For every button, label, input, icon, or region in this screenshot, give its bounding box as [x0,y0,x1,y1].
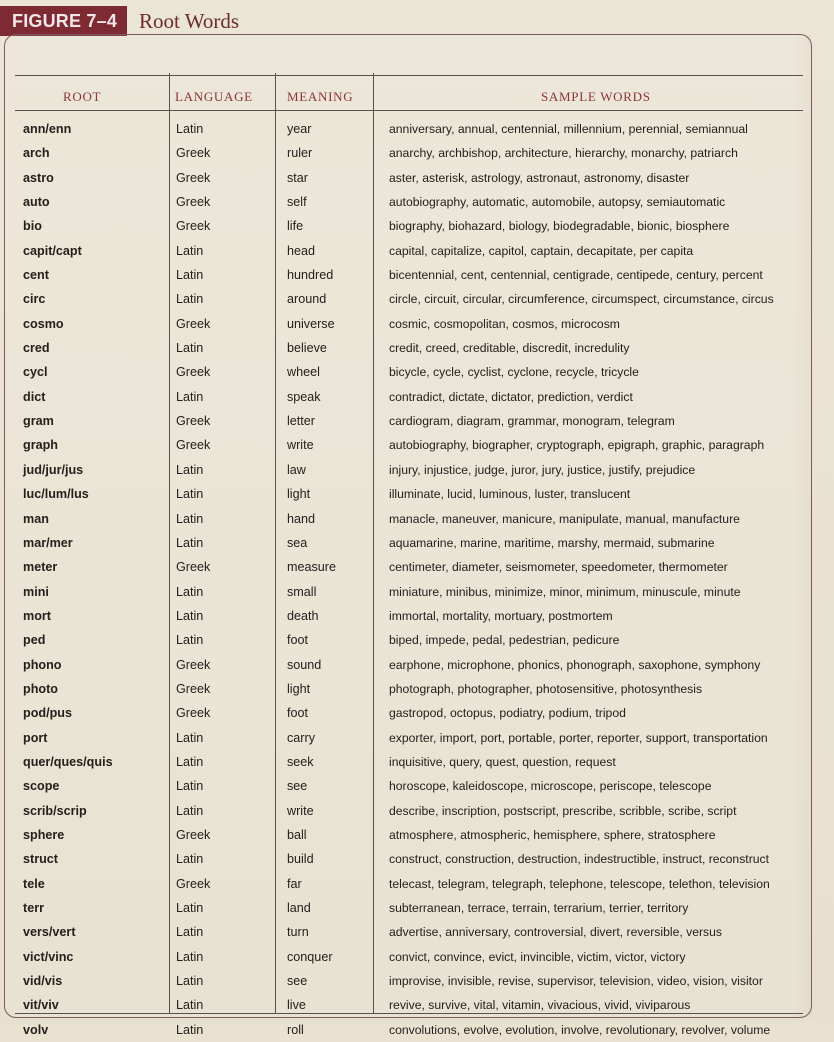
sample-words-cell: contradict, dictate, dictator, prediction, verdict [389,389,633,404]
meaning-cell: conquer [287,949,333,964]
sample-words-cell: telecast, telegram, telegraph, telephone, telescope, telethon, television [389,876,770,891]
meaning-cell: wheel [287,365,320,380]
table-row [5,628,811,652]
meaning-cell: foot [287,633,309,648]
meaning-cell: star [287,170,308,185]
meaning-cell: measure [287,560,336,575]
root-cell: scope [23,779,60,794]
language-cell: Latin [176,1022,204,1037]
sample-words-cell: advertise, anniversary, controversial, divert, reversible, versus [389,925,723,940]
language-cell: Greek [176,681,211,696]
meaning-cell: sound [287,657,322,672]
root-cell: cred [23,341,50,356]
root-cell: vict/vinc [23,949,74,964]
sample-words-cell: bicycle, cycle, cyclist, cyclone, recycle, tricycle [389,365,639,380]
table-row [5,312,811,336]
sample-words-cell: anarchy, archbishop, architecture, hierarchy, monarchy, patriarch [389,146,738,161]
root-cell: struct [23,852,58,867]
table-row [5,531,811,555]
meaning-cell: light [287,487,311,502]
language-cell: Latin [176,608,204,623]
table-row [5,214,811,238]
header-meaning: MEANING [287,89,354,104]
language-cell: Latin [176,852,204,867]
root-words-table [4,34,812,1037]
meaning-cell: ruler [287,146,313,161]
root-cell: man [23,511,49,526]
sample-words-cell: earphone, microphone, phonics, phonograph, saxophone, symphony [389,657,761,672]
meaning-cell: small [287,584,317,599]
sample-words-cell: biography, biohazard, biology, biodegradable, bionic, biosphere [389,219,730,234]
table-row [5,799,811,823]
language-cell: Greek [176,876,211,891]
language-cell: Greek [176,560,211,575]
language-cell: Greek [176,170,211,185]
meaning-cell: speak [287,389,321,404]
root-cell: phono [23,657,62,672]
language-cell: Latin [176,754,204,769]
header-sample-words: SAMPLE WORDS [541,89,651,104]
sample-words-cell: convolutions, evolve, evolution, involve, revolutionary, revolver, volume [389,1022,771,1037]
root-cell: circ [23,292,46,307]
language-cell: Latin [176,341,204,356]
language-cell: Greek [176,657,211,672]
table-row [5,555,811,579]
language-cell: Latin [176,925,204,940]
sample-words-cell: centimeter, diameter, seismometer, speedometer, thermometer [389,560,728,575]
language-cell: Latin [176,803,204,818]
language-cell: Latin [176,389,204,404]
language-cell: Latin [176,487,204,502]
sample-words-cell: manacle, maneuver, manicure, manipulate, manual, manufacture [389,511,740,526]
language-cell: Greek [176,316,211,331]
table-row [5,580,811,604]
root-cell: luc/lum/lus [23,487,89,502]
root-cell: pod/pus [23,706,72,721]
sample-words-cell: capital, capitalize, capitol, captain, decapitate, per capita [389,243,694,258]
meaning-cell: believe [287,341,327,356]
table-row [5,993,811,1017]
figure-title: Root Words [139,8,240,33]
meaning-cell: see [287,779,308,794]
language-cell: Latin [176,268,204,283]
table-body [5,117,811,1037]
meaning-cell: light [287,681,311,696]
language-cell: Latin [176,122,204,136]
figure-label: FIGURE 7–4 [0,6,127,36]
root-cell: cosmo [23,316,64,331]
root-cell: mort [23,608,51,623]
table-row [5,239,811,263]
language-cell: Latin [176,633,204,648]
meaning-cell: death [287,608,319,623]
root-cell: scrib/scrip [23,803,87,818]
meaning-cell: turn [287,925,309,940]
root-cell: astro [23,170,54,185]
meaning-cell: self [287,195,307,210]
root-cell: volv [23,1022,49,1037]
root-cell: cycl [23,365,48,380]
table-row [5,360,811,384]
meaning-cell: write [287,803,314,818]
language-cell: Greek [176,414,211,429]
language-cell: Greek [176,827,211,842]
meaning-cell: seek [287,754,314,769]
table-row [5,823,811,847]
language-cell: Greek [176,365,211,380]
table-row [5,896,811,920]
meaning-cell: build [287,852,314,867]
meaning-cell: roll [287,1022,304,1037]
meaning-cell: around [287,292,327,307]
language-cell: Greek [176,438,211,453]
meaning-cell: land [287,901,311,915]
table-row [5,774,811,798]
meaning-cell: year [287,122,312,136]
root-cell: jud/jur/jus [23,462,84,477]
table-row [5,847,811,871]
language-cell: Latin [176,974,204,989]
root-cell: vers/vert [23,925,76,940]
language-cell: Latin [176,730,204,745]
meaning-cell: head [287,243,316,258]
root-cell: sphere [23,827,65,842]
meaning-cell: ball [287,827,307,842]
table-row [5,409,811,433]
table-row [5,945,811,969]
root-cell: ped [23,633,46,648]
sample-words-cell: improvise, invisible, revise, supervisor, television, video, vision, visitor [389,974,763,989]
table-row [5,750,811,774]
sample-words-cell: circle, circuit, circular, circumference, circumspect, circumstance, circus [389,292,774,307]
language-cell: Latin [176,535,204,550]
sample-words-cell: autobiography, automatic, automobile, autopsy, semiautomatic [389,195,726,210]
table-row [5,385,811,409]
sample-words-cell: horoscope, kaleidoscope, microscope, periscope, telescope [389,779,712,794]
root-cell: bio [23,219,42,234]
sample-words-cell: revive, survive, vital, vitamin, vivacious, vivid, viviparous [389,998,691,1013]
language-cell: Latin [176,949,204,964]
table-row [5,604,811,628]
sample-words-cell: exporter, import, port, portable, porter, reporter, support, transportation [389,730,768,745]
sample-words-cell: illuminate, lucid, luminous, luster, translucent [389,487,631,502]
table-row [5,920,811,944]
meaning-cell: law [287,462,306,477]
language-cell: Latin [176,462,204,477]
language-cell: Latin [176,901,204,915]
figure-header [0,6,239,36]
table-header [5,75,811,110]
sample-words-cell: cosmic, cosmopolitan, cosmos, microcosm [389,316,620,331]
language-cell: Greek [176,219,211,234]
meaning-cell: letter [287,414,315,429]
sample-words-cell: biped, impede, pedal, pedestrian, pedicure [389,633,620,648]
table-row [5,701,811,725]
sample-words-cell: inquisitive, query, quest, question, request [389,754,616,769]
meaning-cell: carry [287,730,315,745]
sample-words-cell: bicentennial, cent, centennial, centigrade, centipede, century, percent [389,268,763,283]
table-row [5,482,811,506]
language-cell: Latin [176,779,204,794]
root-cell: arch [23,146,50,161]
language-cell: Latin [176,243,204,258]
root-cell: graph [23,438,58,453]
header-language: LANGUAGE [175,89,253,104]
table-row [5,677,811,701]
table-row [5,969,811,993]
sample-words-cell: gastropod, octopus, podiatry, podium, tripod [389,706,626,721]
language-cell: Latin [176,292,204,307]
sample-words-cell: atmosphere, atmospheric, hemisphere, sphere, stratosphere [389,827,716,842]
meaning-cell: life [287,219,304,234]
meaning-cell: sea [287,535,308,550]
table-row [5,433,811,457]
table-row [5,458,811,482]
sample-words-cell: cardiogram, diagram, grammar, monogram, telegram [389,414,675,429]
meaning-cell: hundred [287,268,334,283]
table-row [5,872,811,896]
table-row [5,287,811,311]
header-root: ROOT [63,89,102,104]
table-row [5,726,811,750]
sample-words-cell: aster, asterisk, astrology, astronaut, astronomy, disaster [389,170,690,185]
language-cell: Greek [176,195,211,210]
root-cell: vid/vis [23,974,63,989]
meaning-cell: far [287,876,302,891]
root-cell: auto [23,195,50,210]
sample-words-cell: aquamarine, marine, maritime, marshy, mermaid, submarine [389,535,715,550]
header-bottom-rule [15,110,803,111]
sample-words-cell: subterranean, terrace, terrain, terrarium, terrier, territory [389,901,689,915]
table-row [5,141,811,165]
table-row [5,263,811,287]
table-row [5,336,811,360]
root-cell: dict [23,389,46,404]
sample-words-cell: autobiography, biographer, cryptograph, epigraph, graphic, paragraph [389,438,765,453]
sample-words-cell: anniversary, annual, centennial, millennium, perennial, semiannual [389,122,748,136]
root-cell: terr [23,901,44,915]
table-row [5,653,811,677]
sample-words-cell: convict, convince, evict, invincible, victim, victor, victory [389,949,686,964]
sample-words-cell: injury, injustice, judge, juror, jury, justice, justify, prejudice [389,462,696,477]
table-row [5,507,811,531]
root-cell: ann/enn [23,122,72,136]
root-cell: port [23,730,48,745]
sample-words-cell: immortal, mortality, mortuary, postmortem [389,608,613,623]
root-cell: mar/mer [23,535,73,550]
root-cell: cent [23,268,49,283]
meaning-cell: see [287,974,308,989]
meaning-cell: universe [287,316,335,331]
sample-words-cell: credit, creed, creditable, discredit, incredulity [389,341,630,356]
table-row [5,190,811,214]
table-row [5,166,811,190]
root-cell: capit/capt [23,243,82,258]
meaning-cell: write [287,438,314,453]
language-cell: Latin [176,998,204,1013]
meaning-cell: foot [287,706,309,721]
sample-words-cell: construct, construction, destruction, indestructible, instruct, reconstruct [389,852,770,867]
root-cell: mini [23,584,49,599]
root-cell: photo [23,681,58,696]
root-cell: meter [23,560,58,575]
language-cell: Greek [176,146,211,161]
language-cell: Latin [176,511,204,526]
sample-words-cell: photograph, photographer, photosensitive, photosynthesis [389,681,703,696]
table-row [5,1018,811,1042]
root-cell: vit/viv [23,998,59,1013]
root-cell: quer/ques/quis [23,754,113,769]
sample-words-cell: miniature, minibus, minimize, minor, minimum, minuscule, minute [389,584,741,599]
root-cell: tele [23,876,45,891]
meaning-cell: live [287,998,306,1013]
root-cell: gram [23,414,54,429]
meaning-cell: hand [287,511,316,526]
table-row [5,117,811,141]
language-cell: Latin [176,584,204,599]
language-cell: Greek [176,706,211,721]
sample-words-cell: describe, inscription, postscript, prescribe, scribble, scribe, script [389,803,737,818]
